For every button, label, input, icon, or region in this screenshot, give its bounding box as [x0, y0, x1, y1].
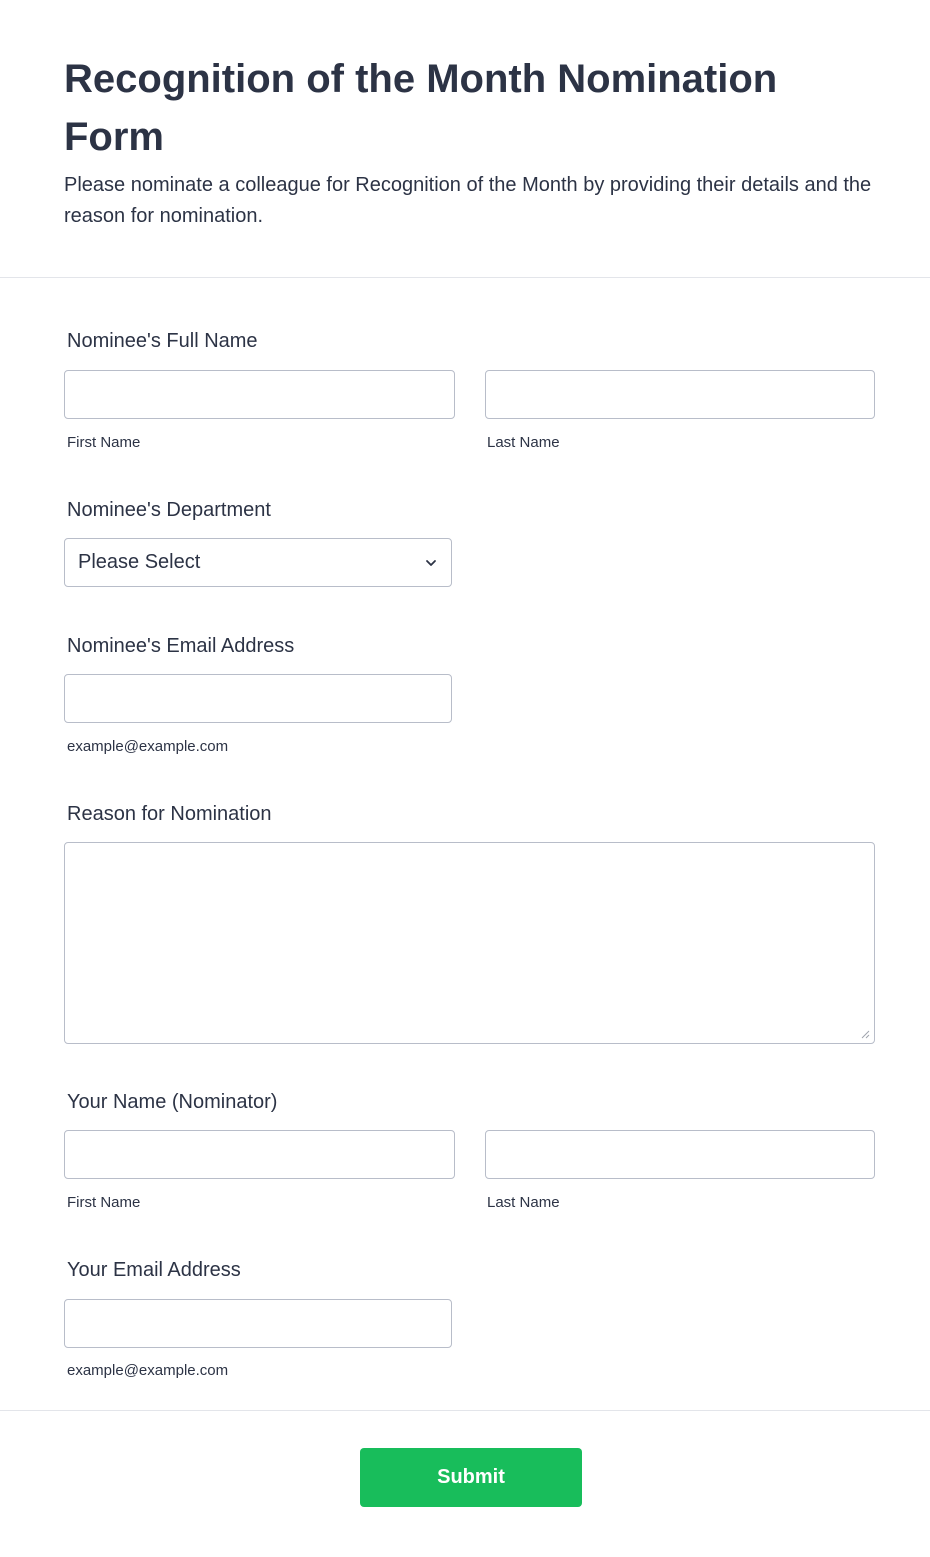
- nominee-first-name-input[interactable]: [64, 370, 455, 419]
- nominee-email-input[interactable]: [64, 674, 452, 723]
- footer-divider: [0, 1410, 930, 1411]
- nominator-email-input[interactable]: [64, 1299, 452, 1348]
- department-selected-value: Please Select: [78, 551, 201, 573]
- nominator-last-name-input[interactable]: [485, 1130, 875, 1179]
- nominee-email-sublabel: example@example.com: [67, 738, 229, 755]
- chevron-down-icon: [425, 557, 437, 569]
- form-title: Recognition of the Month Nomination Form: [64, 57, 778, 159]
- nominee-name-label: Nominee's Full Name: [67, 330, 258, 352]
- nominee-last-name-sublabel: Last Name: [487, 434, 560, 451]
- department-select[interactable]: [64, 538, 452, 587]
- reason-label: Reason for Nomination: [67, 803, 272, 825]
- submit-button[interactable]: Submit: [360, 1448, 582, 1507]
- header-divider: [0, 277, 930, 278]
- nominator-first-name-input[interactable]: [64, 1130, 455, 1179]
- department-label: Nominee's Department: [67, 499, 271, 521]
- resize-grip-icon[interactable]: [860, 1029, 870, 1039]
- nominator-first-name-sublabel: First Name: [67, 1194, 141, 1211]
- form-subtitle: Please nominate a colleague for Recognition of the Month by providing their details and the reason for nomination.: [64, 174, 872, 227]
- nominator-last-name-sublabel: Last Name: [487, 1194, 560, 1211]
- nominee-first-name-sublabel: First Name: [67, 434, 141, 451]
- nominee-email-label: Nominee's Email Address: [67, 635, 295, 657]
- form-header: [64, 50, 874, 232]
- reason-textarea[interactable]: [64, 842, 875, 1044]
- nominee-last-name-input[interactable]: [485, 370, 875, 419]
- nominator-name-label: Your Name (Nominator): [67, 1091, 278, 1113]
- nominator-email-label: Your Email Address: [67, 1259, 241, 1281]
- nominator-email-sublabel: example@example.com: [67, 1362, 229, 1379]
